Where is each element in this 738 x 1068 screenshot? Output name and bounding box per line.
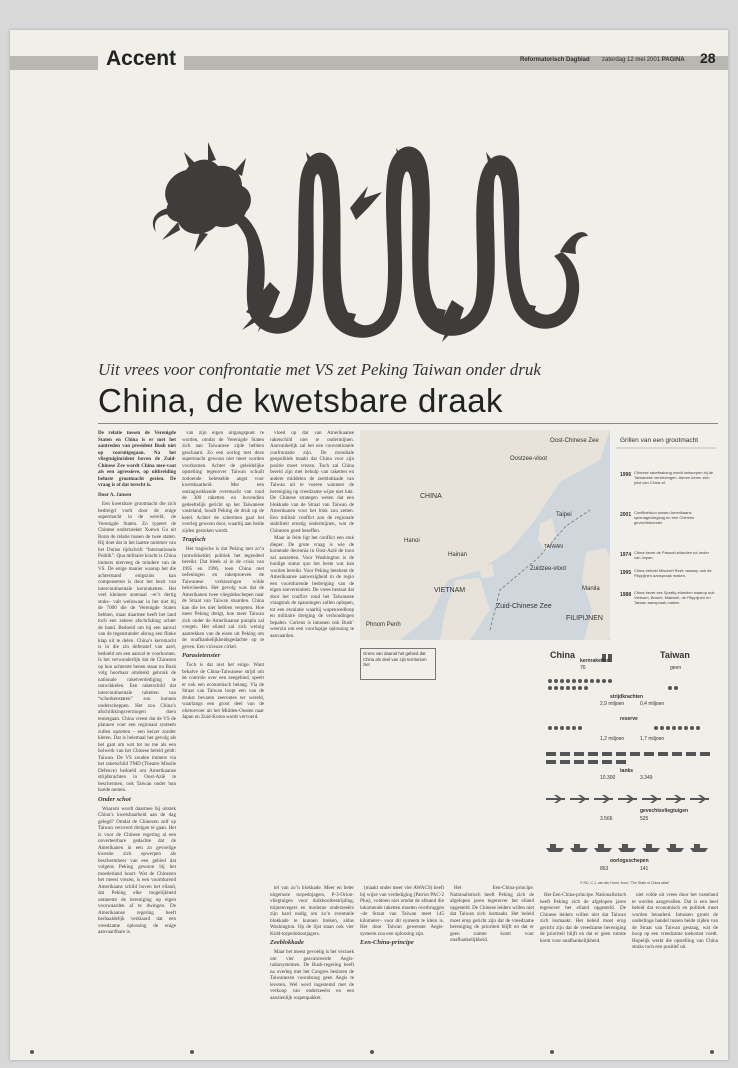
stat-label: gevechtsvliegtuigen: [640, 808, 689, 814]
article-column-3: [270, 430, 354, 878]
stat-taiwan-value: 3.349: [640, 775, 653, 781]
timeline-year: 1974: [620, 552, 632, 558]
stat-label: tanks: [620, 768, 634, 774]
paper-name: Reformatorisch Dagblad: [520, 57, 590, 63]
timeline-text: Conflictrisico tussen Amerikaans spionagevliegtuig en een Chinees gevechtstoestel.: [634, 510, 695, 525]
map-label-hainan: Hainan: [448, 552, 468, 558]
map-label-hanoi: Hanoi: [404, 538, 420, 544]
newspaper-page: [10, 30, 728, 1060]
timeline-year: 1996: [620, 472, 632, 478]
map-label-philippines: FILIPIJNEN: [566, 615, 603, 622]
map-label-taiwan: TAIWAN: [544, 544, 563, 550]
timeline-text: Chinese rakettraining wordt ontworpen bij de Taiwanese verkiezingen. Ateren keren zich juist van China af.: [634, 470, 714, 485]
headline-rule: [98, 423, 718, 424]
registration-mark: [370, 1050, 374, 1054]
body-paragraph: Toch is dat niet het enige. Want behalve de China-Taiwanese strijd om de controle over een zeegebied, speelt er ook een economisch belang. Via de Straat van Taiwan loopt een van de drukst bevaren zeeroutes ter wereld, waarlangs een groot deel van de olietoevoer uit het Midden-Oosten naar Japan en Zuid-Korea wordt vervoerd.: [182, 662, 264, 720]
body-paragraph: Het tragische is dat Peking met zo’n (ontwikkelde) politiek het tegendeel bereikt. Dat bleek al in de crisis van 1995 en 1996, toen China met oefeningen en raketproeven de Taiwanese verkiezingen wilde beïnvloeden. Het gevolg was dat de Amerikanen twee vliegdekschepen naar de Straat van Taiwan stuurden. China kan die les niet hebben vergeten. Hoe meer Peking dreigt, hoe meer Taiwan zich onder de Amerikaanse paraplu zal voegen. Het eiland zal zich weinig aantrekken van de eisen uit Peking om de onafhankelijkheidsgedachte op te geven. Een vicieuze cirkel.: [182, 546, 264, 650]
stat-china-value: 10.300: [600, 775, 616, 781]
body-paragraph: Waarom wordt daarmee bij uitstek China’s kwetsbaarheid aan de dag gelegd? Omdat de Chinezen zelf op Taiwan veroverd dreigen te gaan. Het is voor de Chinese regering al een onverteerbare gedachte dat de Amerikanen in een zo gevoelige kwestie zich opwerpen als beschermheer van een gebied dat volgens Peking gewoon bij het moederland hoort. Wat de Chinezen het meest vrezen, is een voortdurend Amerikaans schild boven het eiland, dat Peking elke mogelijkheid ontneemt de hereniging op eigen voorwaarden af te dwingen. De Amerikaanse regering heeft herhaaldelijk verklaard dat een vreedzame oplossing de enige aanvaardbare is.: [98, 805, 176, 935]
stat-label: reserve: [620, 716, 638, 722]
subheading: Onder schot: [98, 795, 131, 803]
registration-mark: [710, 1050, 714, 1054]
page-label: PAGINA: [661, 57, 685, 63]
date-text: zaterdag 12 mei 2001: [602, 57, 661, 63]
dragon-illustration: [150, 112, 590, 347]
stat-taiwan-value: 525: [640, 816, 649, 822]
map-label-south-fleet: Zuidzee-vloot: [530, 566, 567, 572]
body-paragraph: niet volde uit vrees door het vasteland te worden aangevallen. Dat is een heel beleid dat economisch en politiek moet worden benaderd. Intussen groeit de onderlinge handel tussen beide zijden van de Straat van Taiwan gestaag, wat de hoop op een vreedzame toekomst voedt. Hopelijk werkt die opstelling van China straks toch een positief uit.: [632, 892, 718, 950]
stat-taiwan-value: 141: [640, 866, 649, 872]
section-title: Accent: [98, 46, 184, 72]
bottom-column-4: [540, 892, 626, 1045]
timeline-text: China bezet zes Spratly-eilanden waarop ook Vietnam, Brunei, Maleisië, de Filippijnen en Taiwan aanspraak maken.: [634, 590, 715, 605]
article-headline: China, de kwetsbare draak: [98, 382, 504, 419]
registration-mark: [190, 1050, 194, 1054]
registration-mark: [550, 1050, 554, 1054]
body-paragraph: Het Een-China-principe. Nationalistisch heeft Peking zich de afgelopen jaren tegenover het eiland opgesteld. De Chinese leiders willen niet dat Taiwan zich losmaakt. Het beleid moet erop gericht zijn dat de vreedzame hereniging de prioriteit blijft en dat er geen ruimte komt voor onafhankelijkheid.: [450, 885, 534, 943]
subheading: Tragisch: [182, 536, 206, 543]
article-kicker: Uit vrees voor confrontatie met VS zet Peking Taiwan onder druk: [98, 360, 541, 379]
stat-taiwan-value: 0,4 miljoen: [640, 701, 665, 707]
subheading: Zeeblokkade: [270, 939, 304, 946]
article-byline: Door A. Jansen: [98, 491, 132, 498]
body-paragraph: Het Een-China-principe. Nationalistisch heeft Peking zich de afgelopen jaren tegenover het eiland opgesteld. De Chinese leiders willen niet dat Taiwan zich losmaakt. Het beleid moet erop gericht zijn dat de vreedzame hereniging de prioriteit blijft en dat er geen ruimte komt voor onafhankelijkheid.: [540, 892, 626, 944]
registration-mark: [30, 1050, 34, 1054]
map-label-taipei: Taipei: [556, 512, 572, 518]
timeline-entry: [620, 568, 716, 584]
stat-china-value: 3.566: [600, 816, 613, 822]
stat-china-value: 863: [600, 866, 609, 872]
stats-taiwan-label: Taiwan: [660, 650, 690, 660]
timeline-text: China betrekt Mischief Reef, waarop ook de Filippijnen aanspraak maken.: [634, 568, 712, 578]
timeline-text: China bezet de Paracel-eilanden tot onder van Japan.: [634, 550, 709, 560]
masthead: [10, 47, 728, 72]
bottom-column-5: [632, 892, 718, 1045]
timeline-entry: [620, 470, 716, 500]
stat-taiwan-value: geen: [670, 665, 682, 671]
bottom-column-2: [360, 885, 444, 1045]
issue-date: [602, 57, 685, 63]
subheading: Een-China-principe: [360, 939, 414, 946]
bottom-column-3: [450, 885, 534, 1045]
body-paragraph: tel van zo’n blokkade. Meer en beter uitgeruste torpedojagers, P-3-Orion-vliegtuigen voor duikbootbestrijding, mijnenvegers en moderne onderzeeërs zijn hard nodig om zo’n eventuele blokkade te kunnen breken, aldus Washington. Op de lijst staan ook vier Kidd-torpedobootjagers.: [270, 885, 354, 937]
region-map: [360, 430, 718, 640]
timeline-entry: [620, 550, 716, 564]
bottom-column-1: [270, 885, 354, 1045]
stat-china-value: 2,9 miljoen: [600, 701, 625, 707]
body-paragraph: vloed op dat van Amerikaanse raketschild niet te ondermijnen. Aanvankelijk zal het een conventionele confrontatie zijn. De mondiale geopolitiek maakt dat China voor zijn positie moet vrezen. Toch zal China bereid zijn met behulp van raketten en andere middelen de zeeblokkade van Taiwan uit te voeren wanneer de hereniging op vreedzame wijze niet lukt. De Chinese strategen weten dat een blokkade van de Straat van Taiwan de Amerikanen voor het blok zou zetten. Een militair conflict zou de regionale stabiliteit ernstig ondermijnen, wat de Chinezen goed beseffen.: [270, 430, 354, 534]
body-paragraph: Een kwetsbare grootmacht die zich bedreigd voelt door de enige supermacht in de wereld, de Verenigde Staten. Zo typeert de Chinese onderzoeker Xuewu Gu uit Bonn de relatie tussen de twee staten. Hij doet dat in het laatste nummer van het Duitse tijdschrift “Internationale Politik”. Qua militaire kracht is China immers nietveeg de mindere van de VS. De enige manier waarop het die achterstand enigszins kan compenseren is door het bezit van intercontinentale kernraketten. Het veel kleinere arsenaal –er’s dertig stuks– valt weliswaar in het niet bij de 7000 die de Verenigde Staten hebben, maar daarmee heeft het land toch een zekere afschrikking achter de hand. Bedoeld om bij een aanval van de tegenstander alsnog een flinke klap uit te delen. China’s kernmacht is in die zin defensief van aard, bedoeld om een aanval te voorkomen. Is het verwonderlijk dat de Chinezen op hun achterste benen staan nu Bush volg hoorbaar omdenkt gebruik de nationale raketverdediging te ontwikkelen. Een raketschild dat intercontinentale raketten van “schurkenstaten” zou kunnen onderscheppen. Het zou China’s afschrikkingsvermogen doen tenietgaan. China vreest dat de VS de plannen voor een regionaal systeem zullen opzetten – een keizer zonder kleren. Dat is helemaal het gevolg als het gaat om wat tot nu toe als een bolwerk van het Chinese beleid geldt: Taiwan. De VS zouden immers via het raketschild TMD (Theatre Missile Defence) bedoeld om Amerikaanse strijdkrachten in Oost-Azië te beschermen, ook Taiwan onder hun hoede nemen.: [98, 501, 176, 793]
article-column-1: [98, 430, 176, 975]
article-lead: De relatie tussen de Verenigde Staten en China is er met het aantreden van president Bush niet op vooruitgegaan. Na het vliegtuigincident boven de Zuid-Chinese Zee wordt China mee-vaat als een agressieve, op uitbreiding beluste grootmacht gezien. De vraag is of dat terecht is.: [98, 430, 176, 488]
timeline-year: 2001: [620, 512, 632, 518]
stat-label: kernraketten: [580, 658, 611, 664]
stat-china-value: 1,2 miljoen: [600, 736, 625, 742]
graphic-source: © RD, C.J. van der Horst, bron: "The State of China atlas": [580, 881, 670, 885]
timeline-entry: [620, 510, 716, 534]
map-label-east-fleet: Oostzee-vloot: [510, 456, 548, 462]
stat-taiwan-value: 1,7 miljoen: [640, 736, 665, 742]
map-label-china: CHINA: [420, 493, 442, 500]
map-label-vietnam: VIETNAM: [434, 587, 466, 594]
body-paragraph: van zijn eigen uitgangspunt te worden, omdat de Verenigde Staten zich aan Taiwanese zijde hebben geschaard. Zo een oorlog met deze supermacht gewoon niet meer worden voorkomen. Achter de geleidelijke opstelling tegenover Taiwan schuilt zodoende beletselde angst voor kwetsbaarheid. Met een ontzagwekkende overmacht van rond de 300 raketten en bovendien gedeeltelijk gericht op het Taiwanese vasteland, houdt Peking de druk op de ketel. Achter de schermen gaat het overleg gewoon door, waarbij aan beide zijden gestoken wordt.: [182, 430, 264, 534]
body-paragraph: Maar in feite ligt het conflict een stuk dieper. De grote vraag is wie de komende decennia in Oost-Azië de toon zal aanzetten. Voor Washington is de huidige status quo het beste wat kan worden bereikt. Voor Peking betekent de Amerikaanse aanwezigheid in de regio een voortdurende bedreiging van de eigen soevereiniteit. De vrees bestaat dat door het conflict rond het Taiwanese vraagstuk de spanningen zullen oplopen, tot een escalatie waarbij wapenwedloop en militaire dreiging de verhoudingen bepalen. Curieus is intussen ook Bush’ weerzin om een voorlopige oplossing te aanvaarden.: [270, 535, 354, 639]
military-comparison: [540, 648, 718, 888]
timeline-year: 1988: [620, 592, 632, 598]
map-label-east-sea: Oost-Chinese Zee: [550, 438, 599, 444]
stat-label: oorlogsschepen: [610, 858, 649, 864]
stats-china-label: China: [550, 650, 576, 660]
stat-label: strijdkrachten: [610, 694, 644, 700]
timeline-entry: [620, 590, 716, 630]
map-label-manila: Manila: [582, 586, 600, 592]
body-paragraph: Maar het meest gevoelig is het verzoek om vier geavanceerde Aegis-radarsystemen. De Bush-regering heeft na overleg met het Congres besloten de Taiwanezen vooralsnog geen Aegis te leveren. Wel werd ingestemd met de verkoop van onderzeeërs en een aanzienlijk wapenpakket.: [270, 949, 354, 1001]
map-label-phnom-penh: Phnom Penh: [366, 622, 401, 628]
page-number: 28: [700, 50, 716, 66]
stat-china-value: 76: [580, 665, 586, 671]
map-note: Grens van daaruit het gebied dat China als deel van zijn territorium ziet: [360, 648, 436, 680]
timeline-year: 1995: [620, 570, 632, 576]
map-label-south-sea: Zuid-Chinese Zee: [496, 603, 552, 610]
article-column-2: [182, 430, 264, 975]
timeline-title: Grillen van een grootmacht: [620, 437, 699, 444]
body-paragraph: (maakt onder meer vier AWACS) heeft bij wijze van verdediging (Patriot PAC-2 Plus), voldoen niet omdat de afstand die inkomende raketten moeten overbruggen –de Straat van Taiwan meet 145 kilometer– voor dit systeem te klein is. Het door Taiwan gewenste Aegis-systeem zou een oplossing zijn.: [360, 885, 444, 937]
subheading: Parasietenster: [182, 652, 221, 659]
